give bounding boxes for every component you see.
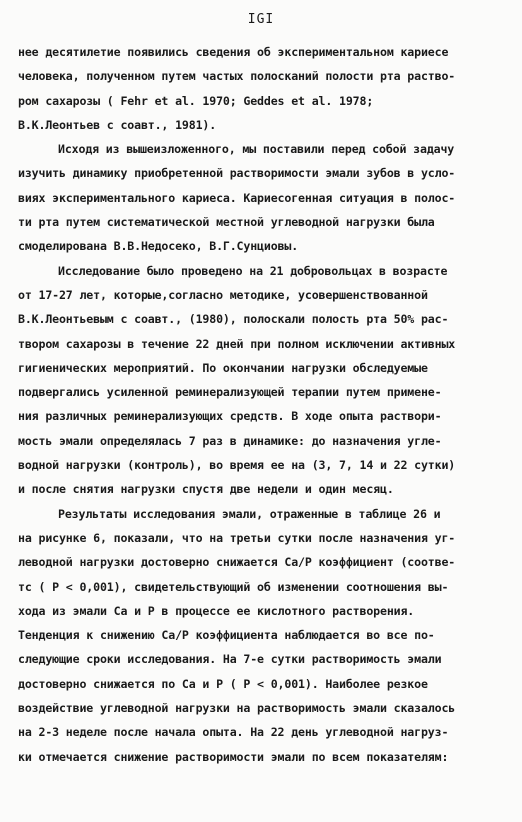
text-line: на 2-3 неделе после начала опыта. На 22 день углеводной нагруз- (18, 725, 449, 740)
text-line: мость эмали определялась 7 раз в динамике: до назначения угле- (18, 433, 442, 448)
text-line: ния различных реминерализующих средств. В ходе опыта раствори- (18, 409, 442, 424)
text-line: смоделирована В.В.Недосеко, В.Г.Сунциовы. (18, 239, 299, 254)
text-line: тс ( P < 0,001), свидетельствующий об изменении соотношения вы- (18, 579, 449, 594)
text-line: от 17-27 лет, которые,согласно методике, усовершенствованной (18, 287, 428, 302)
text-line: нее десятилетие появились сведения об экспериментальном кариесе (18, 45, 449, 59)
text-line: достоверно снижается по Ca и P ( P < 0,001). Наиболее резкое (18, 676, 428, 691)
text-line: твором сахарозы в течение 22 дней при полном исключении активных (18, 336, 456, 351)
text-line: В.К.Леонтьев с соавт., 1981). (18, 117, 217, 132)
text-line: на рисунке 6, показали, что на третьи сутки после назначения уг- (18, 530, 456, 545)
paragraph-first-line: Результаты исследования эмали, отраженные в таблице 26 и (58, 506, 441, 521)
paragraph-first-line: Исходя из вышеизложенного, мы поставили перед собой задачу (58, 142, 455, 157)
paragraph-first-line: Исследование было проведено на 21 добровольцах в возрасте (58, 263, 448, 278)
text-line: изучить динамику приобретенной растворимости эмали зубов в усло- (18, 166, 456, 181)
text-line: ром сахарозы ( Fehr et al. 1970; Geddes et al. 1978; (18, 93, 374, 108)
text-line: и после снятия нагрузки спустя две недели и один месяц. (18, 482, 394, 497)
text-line: подвергались усиленной реминерализующей терапии путем примене- (18, 385, 442, 400)
text-line: В.К.Леонтьевым с соавт., (1980), полоскали полость рта 50% рас- (18, 312, 449, 327)
text-line: следующие сроки исследования. На 7-е сутки растворимость эмали (18, 652, 442, 667)
text-line: Тенденция к снижению Ca/P коэффициента наблюдается во все по- (18, 628, 435, 643)
text-line: гигиенических мероприятий. По окончании нагрузки обследуемые (18, 360, 428, 375)
text-line: хода из эмали Ca и P в процессе ее кислотного растворения. (18, 603, 415, 618)
text-line: ти рта путем систематической местной углеводной нагрузки была (18, 215, 435, 230)
text-line: воздействие углеводной нагрузки на растворимость эмали сказалось (18, 701, 456, 716)
text-line: леводной нагрузки достоверно снижается Ca/P коэффициент (соотве- (18, 555, 456, 570)
text-line: водной нагрузки (контроль), во время ее на (3, 7, 14 и 22 сутки) (18, 458, 456, 473)
text-line: виях экспериментального кариеса. Кариесогенная ситуация в полос- (18, 190, 456, 205)
text-line: ки отмечается снижение растворимости эмали по всем показателям: (18, 749, 449, 764)
body-text (18, 40, 506, 769)
page-number: IGI (247, 12, 275, 27)
text-line: человека, полученном путем частых полосканий полости рта раство- (18, 69, 456, 84)
